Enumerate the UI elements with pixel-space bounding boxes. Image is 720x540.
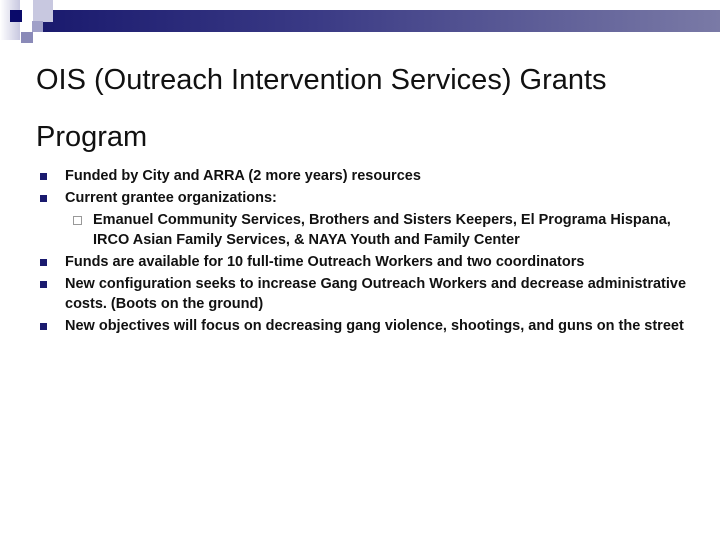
list-item	[40, 316, 690, 336]
bullet-text: Funded by City and ARRA (2 more years) resources	[65, 168, 421, 184]
sub-list-item	[40, 210, 690, 250]
decor-square	[10, 10, 22, 22]
bullet-text: New objectives will focus on decreasing gang violence, shootings, and guns on the street	[65, 318, 684, 334]
list-item	[40, 188, 690, 208]
slide-title: OIS (Outreach Intervention Services) Grants Program	[36, 64, 607, 153]
header-gradient-bar	[43, 10, 720, 32]
decor-square	[21, 32, 33, 43]
square-bullet-icon	[40, 173, 47, 180]
square-bullet-icon	[40, 323, 47, 330]
square-bullet-icon	[40, 259, 47, 266]
sub-bullet-text: Emanuel Community Services, Brothers and Sisters Keepers, El Programa Hispana, IRCO Asian Family Services, & NAYA Youth and Family Center	[93, 212, 671, 248]
hollow-square-bullet-icon	[73, 216, 82, 225]
square-bullet-icon	[40, 281, 47, 288]
bullet-text: New configuration seeks to increase Gang Outreach Workers and decrease administrative costs. (Boots on the ground)	[65, 276, 687, 312]
square-bullet-icon	[40, 195, 47, 202]
bullet-list	[40, 166, 690, 338]
list-item	[40, 274, 690, 314]
decor-square	[32, 21, 43, 32]
decor-square	[33, 0, 53, 22]
list-item	[40, 166, 690, 186]
list-item	[40, 252, 690, 272]
bullet-text: Current grantee organizations:	[65, 190, 277, 206]
bullet-text: Funds are available for 10 full-time Outreach Workers and two coordinators	[65, 254, 585, 270]
